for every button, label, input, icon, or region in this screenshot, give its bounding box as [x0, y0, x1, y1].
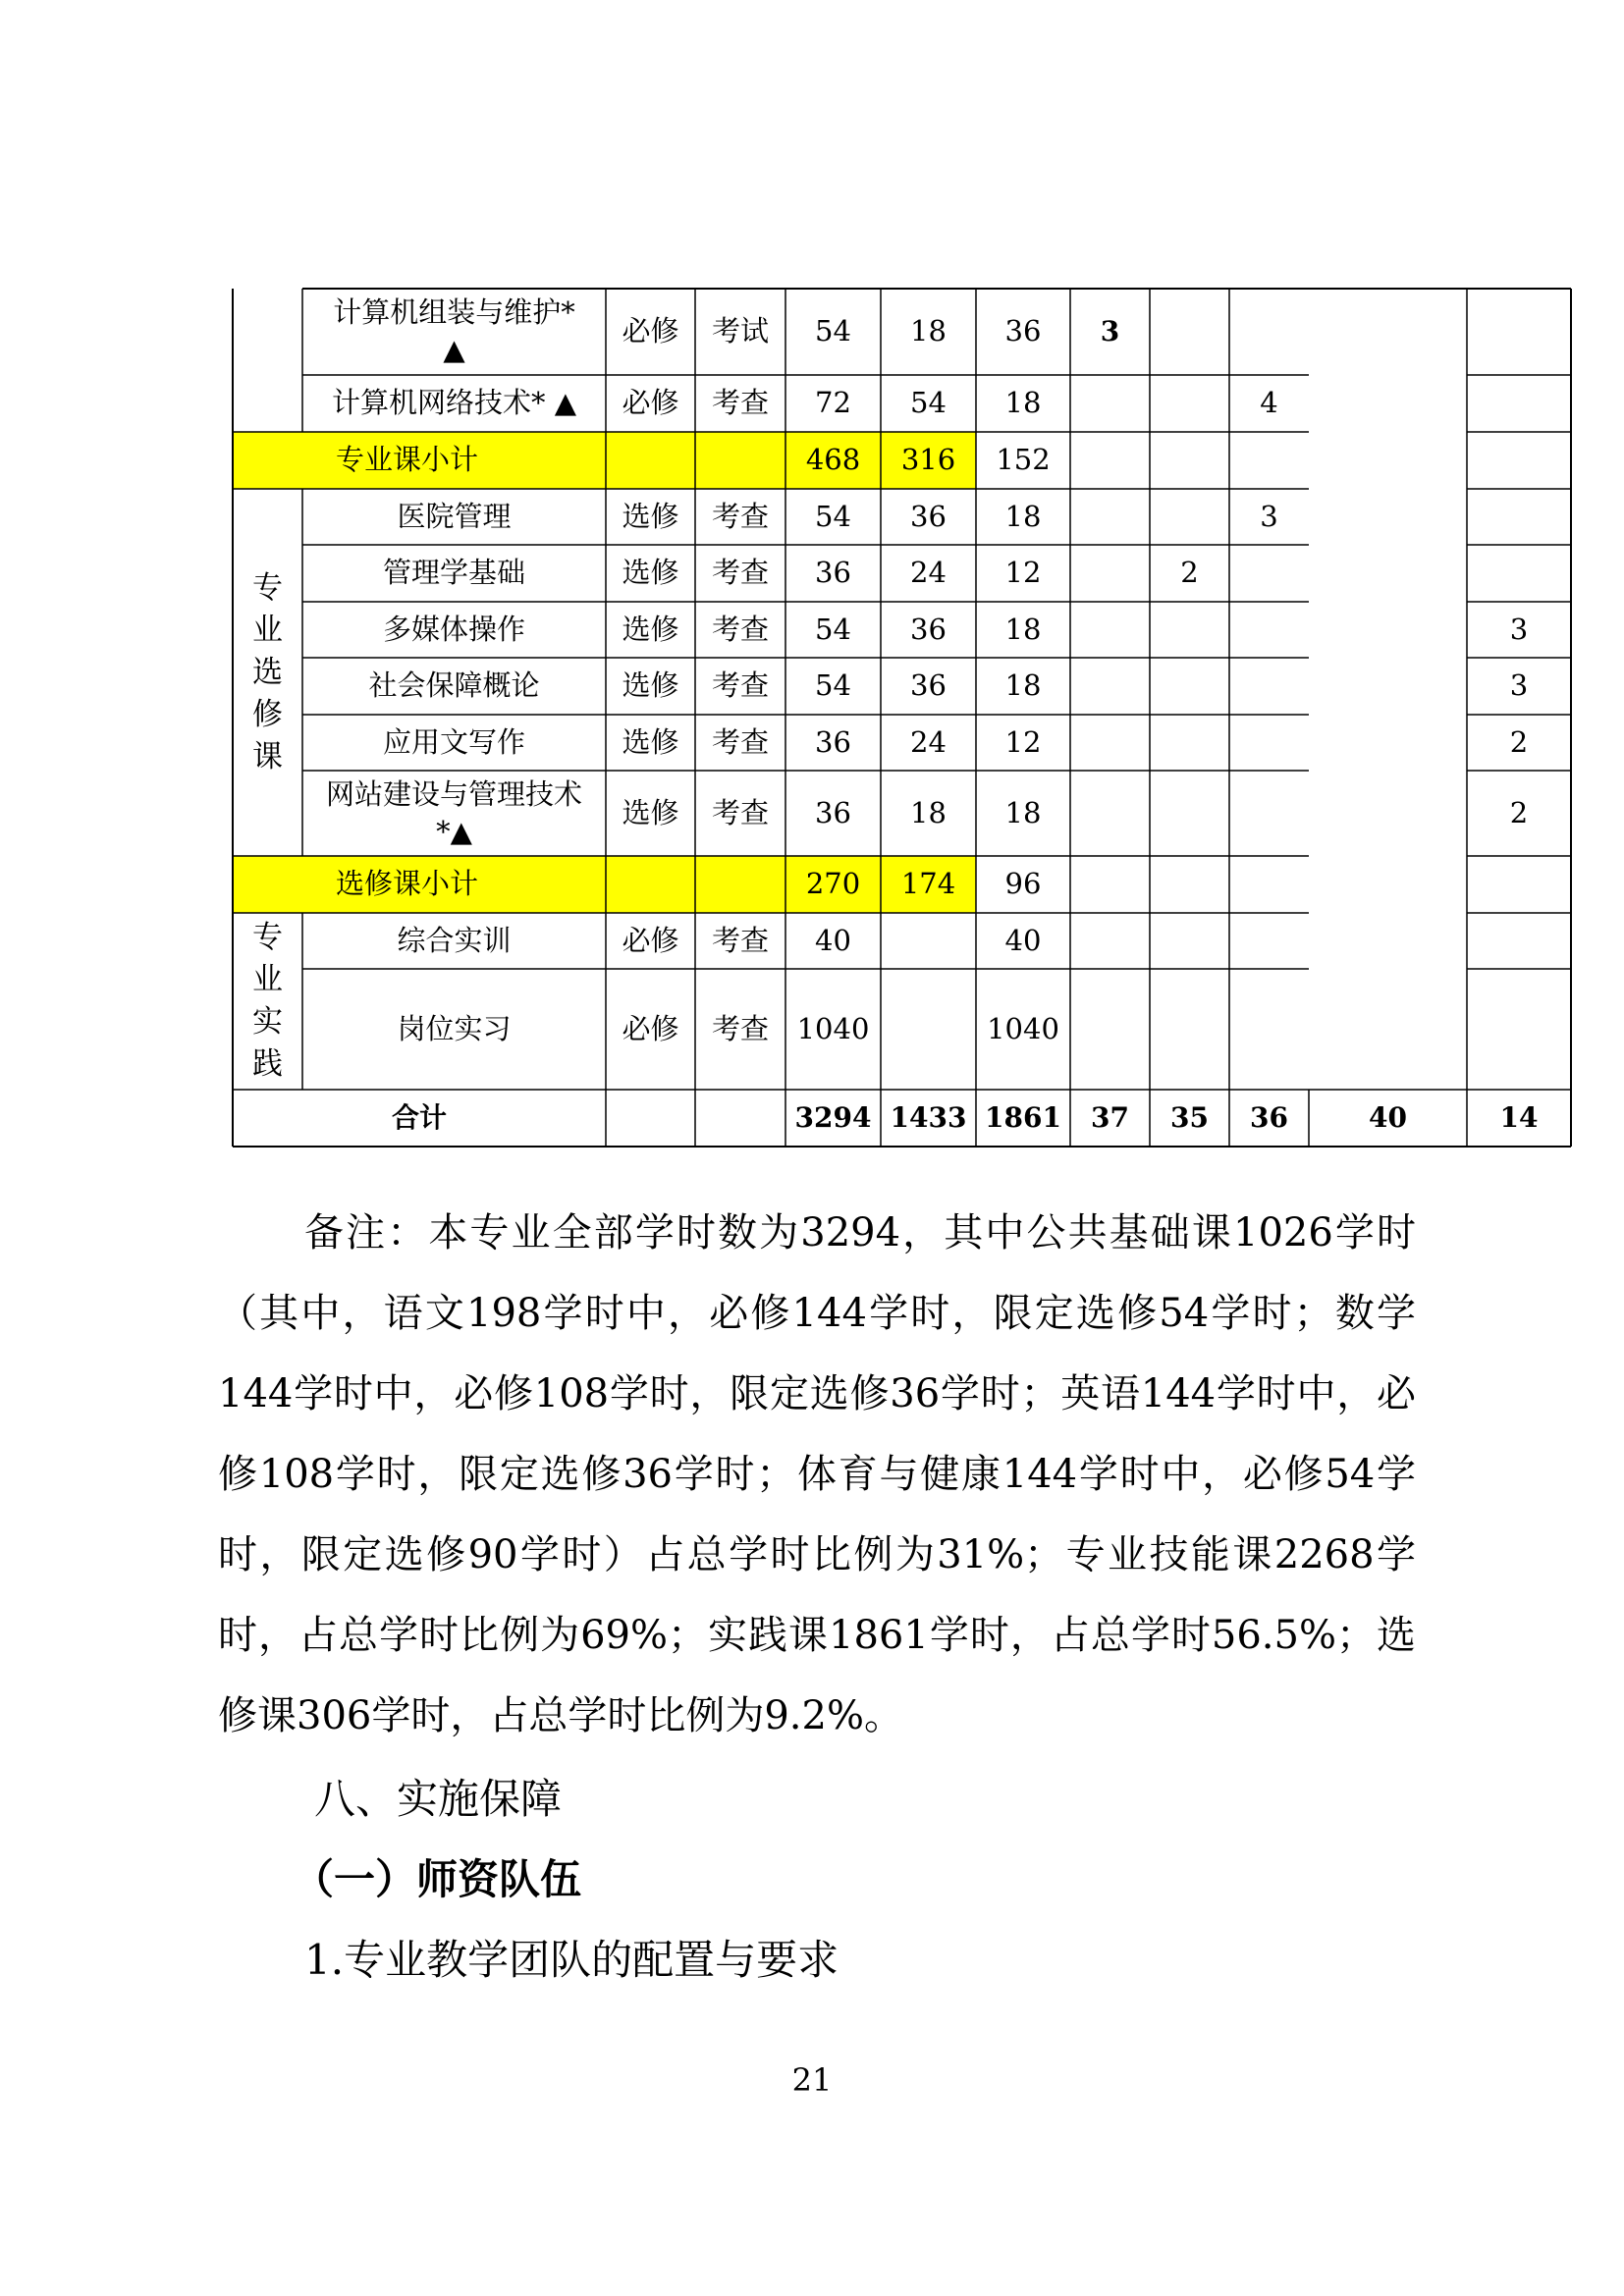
cell-name: 多媒体操作	[382, 612, 525, 646]
cell-practice: 18	[1004, 386, 1042, 420]
cell-total: 54	[815, 499, 851, 533]
cell-theory: 36	[910, 499, 947, 533]
cell-s5: 2	[1509, 795, 1529, 829]
cell-name: 综合实训	[397, 923, 512, 957]
subsection-heading: （一）师资队伍	[293, 1855, 582, 1903]
cell-s1	[1070, 602, 1150, 658]
cell-type: 必修	[622, 1011, 679, 1045]
cell-theory: 36	[910, 668, 947, 703]
cell-s2	[1150, 771, 1229, 856]
cell-s5	[1467, 289, 1571, 375]
cell-practice: 96	[1004, 867, 1042, 901]
cell-practice: 12	[1004, 556, 1042, 590]
cell-total: 468	[805, 443, 861, 477]
cell-theory	[881, 913, 976, 969]
cell-s2	[1150, 913, 1229, 969]
cell-type: 必修	[622, 314, 679, 348]
cell-s3	[1229, 913, 1309, 969]
section-heading: 八、实施保障	[314, 1775, 563, 1823]
cell-s1	[1070, 856, 1150, 913]
cell-s2	[1150, 658, 1229, 715]
cell-s4	[1309, 856, 1467, 913]
cell-total: 36	[815, 795, 851, 829]
cell-total: 36	[815, 724, 851, 759]
cell-assess: 考查	[711, 556, 769, 590]
cell-s2	[1150, 489, 1229, 545]
cell-assess: 考查	[711, 923, 769, 957]
cell-type: 选修	[622, 795, 679, 829]
cell-s4	[1309, 913, 1467, 969]
cell-name: 选修课小计	[336, 867, 479, 901]
cell-name: 计算机网络技术* ▲	[331, 386, 577, 420]
cell-total: 1040	[796, 1011, 870, 1045]
cell-total: 3294	[794, 1100, 872, 1134]
cell-s3	[1229, 658, 1309, 715]
cell-s1: 3	[1100, 314, 1120, 347]
cell-theory: 18	[910, 795, 947, 829]
cell-s5	[1467, 375, 1571, 432]
cell-practice: 18	[1004, 612, 1042, 646]
cell-s5: 2	[1509, 724, 1529, 759]
cell-s3	[1229, 545, 1309, 602]
cell-type	[606, 1090, 695, 1147]
cell-type: 选修	[622, 556, 679, 590]
cell-theory: 54	[910, 386, 947, 420]
cell-s5: 3	[1509, 612, 1529, 646]
cell-practice: 1040	[987, 1011, 1059, 1045]
cell-s1	[1070, 771, 1150, 856]
cell-s5	[1467, 545, 1571, 602]
cell-s4	[1309, 489, 1467, 545]
cell-total: 36	[815, 556, 851, 590]
cell-s4	[1309, 545, 1467, 602]
cell-total: 54	[815, 612, 851, 646]
cell-s3	[1229, 602, 1309, 658]
cell-type	[606, 856, 695, 913]
cell-theory: 316	[900, 443, 956, 477]
cell-type: 必修	[622, 923, 679, 957]
cell-name: 管理学基础	[382, 556, 525, 590]
cell-s1: 37	[1091, 1100, 1129, 1134]
group-label-practice: 专 业 实 践	[252, 920, 283, 1082]
cell-s3: 4	[1260, 386, 1278, 420]
cell-s2	[1150, 856, 1229, 913]
cell-theory: 36	[910, 612, 947, 646]
cell-s4	[1309, 602, 1467, 658]
cell-s2	[1150, 375, 1229, 432]
cell-s4	[1309, 715, 1467, 771]
cell-s5	[1467, 432, 1571, 489]
cell-s4	[1309, 289, 1467, 375]
cell-s2	[1150, 432, 1229, 489]
cell-s1	[1070, 489, 1150, 545]
cell-practice: 12	[1004, 724, 1042, 759]
cell-s2	[1150, 602, 1229, 658]
cell-s4	[1309, 658, 1467, 715]
cell-assess: 考查	[711, 386, 769, 420]
cell-name: 社会保障概论	[368, 668, 540, 703]
cell-s4	[1309, 432, 1467, 489]
cell-s1	[1070, 913, 1150, 969]
cell-practice: 18	[1004, 499, 1042, 533]
cell-name: 计算机组装与维护* ▲	[333, 295, 575, 366]
cell-theory	[881, 969, 976, 1090]
cell-s3	[1229, 969, 1309, 1090]
cell-name: 应用文写作	[382, 724, 525, 759]
cell-s2	[1150, 289, 1229, 375]
cell-s5	[1467, 969, 1571, 1090]
cell-practice: 1861	[985, 1100, 1061, 1134]
cell-name: 专业课小计	[336, 443, 479, 477]
item-heading: 1.专业教学团队的配置与要求	[304, 1936, 839, 1984]
cell-s3	[1229, 771, 1309, 856]
cell-assess: 考查	[711, 724, 769, 759]
cell-theory: 24	[910, 724, 947, 759]
cell-assess: 考查	[711, 795, 769, 829]
cell-s1	[1070, 715, 1150, 771]
cell-name: 岗位实习	[397, 1011, 512, 1045]
cell-s1	[1070, 432, 1150, 489]
cell-type: 必修	[622, 386, 679, 420]
cell-s4	[1309, 375, 1467, 432]
cell-s1	[1070, 969, 1150, 1090]
cell-practice: 40	[1004, 923, 1042, 957]
cell-practice: 18	[1004, 795, 1042, 829]
cell-name: 医院管理	[397, 499, 512, 533]
cell-assess	[695, 856, 785, 913]
cell-assess: 考查	[711, 499, 769, 533]
cell-s5	[1467, 489, 1571, 545]
cell-s3	[1229, 856, 1309, 913]
cell-s2	[1150, 715, 1229, 771]
cell-assess: 考查	[711, 1011, 769, 1045]
cell-s3: 36	[1250, 1100, 1288, 1134]
cell-theory: 1433	[890, 1100, 967, 1134]
cell-assess: 考试	[711, 314, 769, 348]
cell-s2	[1150, 969, 1229, 1090]
cell-s1	[1070, 658, 1150, 715]
cell-s4	[1309, 969, 1467, 1090]
cell-s5	[1467, 913, 1571, 969]
cell-s2: 35	[1170, 1100, 1209, 1134]
cell-practice: 152	[996, 443, 1051, 477]
cell-theory: 24	[910, 556, 947, 590]
cell-theory: 18	[910, 314, 947, 348]
cell-assess	[695, 1090, 785, 1147]
cell-s3	[1229, 432, 1309, 489]
cell-practice: 18	[1004, 668, 1042, 703]
cell-s5: 3	[1509, 668, 1529, 703]
cell-type: 选修	[622, 668, 679, 703]
cell-s5	[1467, 856, 1571, 913]
cell-type: 选修	[622, 724, 679, 759]
cell-assess	[695, 432, 785, 489]
cell-s4: 40	[1369, 1100, 1407, 1134]
cell-type	[606, 432, 695, 489]
cell-total: 54	[815, 314, 851, 348]
cell-total: 54	[815, 668, 851, 703]
cell-s2: 2	[1180, 556, 1199, 590]
cell-s3	[1229, 289, 1309, 375]
cell-type: 选修	[622, 499, 679, 533]
cell-s5: 14	[1499, 1100, 1539, 1134]
cell-total: 270	[805, 867, 861, 901]
cell-total: 72	[815, 386, 851, 420]
cell-name: 合计	[391, 1100, 447, 1134]
note-paragraph: 备注：本专业全部学时数为3294，其中公共基础课1026学时（其中，语文198学时中，必修144学时，限定选修54学时；数学144学时中，必修108学时，限定选修36学时；英语144学时中，必修108学时，限定选修36学时；体育与健康144学时中，必修54学时，限定选修90学时）占总学时比例为31%；专业技能课2268学时，占总学时比例为69%；实践课1861学时，占总学时56.5%；选修课306学时，占总学时比例为9.2%。	[218, 1210, 1416, 1738]
group-label-elective: 专 业 选 修 课	[252, 569, 283, 774]
cell-s1	[1070, 375, 1150, 432]
cell-assess: 考查	[711, 668, 769, 703]
cell-name: 网站建设与管理技术 *▲	[325, 776, 582, 848]
cell-s3	[1229, 715, 1309, 771]
cell-total: 40	[815, 923, 851, 957]
cell-s4	[1309, 771, 1467, 856]
cell-type: 选修	[622, 612, 679, 646]
cell-s3: 3	[1260, 499, 1278, 533]
page-number: 21	[791, 2061, 833, 2099]
cell-assess: 考查	[711, 612, 769, 646]
cell-practice: 36	[1004, 314, 1042, 348]
cell-theory: 174	[900, 867, 956, 901]
cell-s1	[1070, 545, 1150, 602]
